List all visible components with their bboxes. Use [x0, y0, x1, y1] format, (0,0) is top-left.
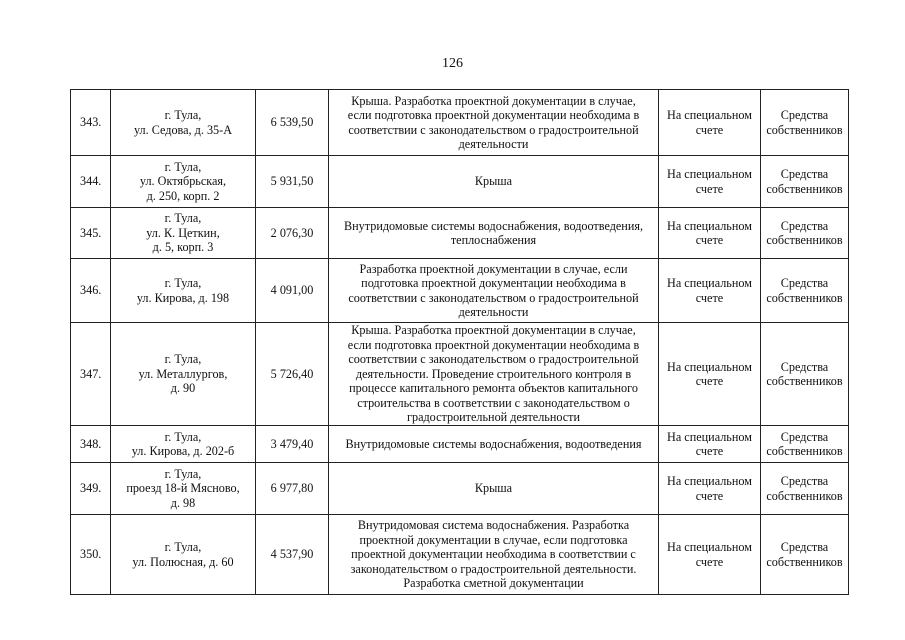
- row-number: 348.: [71, 426, 111, 463]
- row-number: 347.: [71, 323, 111, 426]
- row-number: 346.: [71, 259, 111, 323]
- table-row: [71, 426, 849, 463]
- funding-source-cell: Средства собственников: [761, 156, 849, 208]
- work-type-cell: Крыша: [329, 463, 659, 515]
- work-type-cell: Крыша. Разработка проектной документации в случае, если подготовка проектной документации необходима в соответствии с законодательством о градостроительной деятельности. Проведение строительного контроля в процессе капитального ремонта объектов капитального строительства в соответствии с законодательством о градостроительной деятельности: [329, 323, 659, 426]
- table-row: [71, 90, 849, 156]
- account-cell: На специальном счете: [659, 463, 761, 515]
- work-type-cell: Крыша: [329, 156, 659, 208]
- work-type-cell: Внутридомовые системы водоснабжения, водоотведения, теплоснабжения: [329, 208, 659, 259]
- amount-cell: 3 479,40: [256, 426, 329, 463]
- account-cell: На специальном счете: [659, 426, 761, 463]
- funding-source-cell: Средства собственников: [761, 515, 849, 595]
- funding-source-cell: Средства собственников: [761, 259, 849, 323]
- table-row: [71, 515, 849, 595]
- table-row: [71, 463, 849, 515]
- address-cell: г. Тула, ул. Кирова, д. 202-б: [111, 426, 256, 463]
- account-cell: На специальном счете: [659, 156, 761, 208]
- amount-cell: 6 977,80: [256, 463, 329, 515]
- amount-cell: 5 931,50: [256, 156, 329, 208]
- address-cell: г. Тула, ул. Октябрьская, д. 250, корп. 2: [111, 156, 256, 208]
- work-type-cell: Разработка проектной документации в случае, если подготовка проектной документации необходима в соответствии с законодательством о градостроительной деятельности: [329, 259, 659, 323]
- address-cell: г. Тула, ул. Седова, д. 35-А: [111, 90, 256, 156]
- amount-cell: 6 539,50: [256, 90, 329, 156]
- address-cell: г. Тула, ул. Полюсная, д. 60: [111, 515, 256, 595]
- amount-cell: 2 076,30: [256, 208, 329, 259]
- account-cell: На специальном счете: [659, 90, 761, 156]
- table-row: [71, 323, 849, 426]
- amount-cell: 4 091,00: [256, 259, 329, 323]
- account-cell: На специальном счете: [659, 323, 761, 426]
- funding-source-cell: Средства собственников: [761, 323, 849, 426]
- address-cell: г. Тула, ул. Металлургов, д. 90: [111, 323, 256, 426]
- funding-source-cell: Средства собственников: [761, 426, 849, 463]
- account-cell: На специальном счете: [659, 259, 761, 323]
- funding-source-cell: Средства собственников: [761, 208, 849, 259]
- account-cell: На специальном счете: [659, 208, 761, 259]
- work-type-cell: Внутридомовые системы водоснабжения, водоотведения: [329, 426, 659, 463]
- table-row: [71, 156, 849, 208]
- address-cell: г. Тула, ул. К. Цеткин, д. 5, корп. 3: [111, 208, 256, 259]
- address-cell: г. Тула, ул. Кирова, д. 198: [111, 259, 256, 323]
- row-number: 349.: [71, 463, 111, 515]
- funding-source-cell: Средства собственников: [761, 463, 849, 515]
- row-number: 345.: [71, 208, 111, 259]
- amount-cell: 5 726,40: [256, 323, 329, 426]
- funding-source-cell: Средства собственников: [761, 90, 849, 156]
- row-number: 350.: [71, 515, 111, 595]
- row-number: 344.: [71, 156, 111, 208]
- table-row: [71, 259, 849, 323]
- amount-cell: 4 537,90: [256, 515, 329, 595]
- account-cell: На специальном счете: [659, 515, 761, 595]
- capital-repair-table: [70, 89, 849, 595]
- work-type-cell: Внутридомовая система водоснабжения. Разработка проектной документации в случае, если подготовка проектной документации необходима в соответствии с законодательством о градостроительной деятельности. Разработка сметной документации: [329, 515, 659, 595]
- row-number: 343.: [71, 90, 111, 156]
- address-cell: г. Тула, проезд 18-й Мясново, д. 98: [111, 463, 256, 515]
- table-row: [71, 208, 849, 259]
- page-number: 126: [442, 56, 463, 71]
- work-type-cell: Крыша. Разработка проектной документации в случае, если подготовка проектной документации необходима в соответствии с законодательством о градостроительной деятельности: [329, 90, 659, 156]
